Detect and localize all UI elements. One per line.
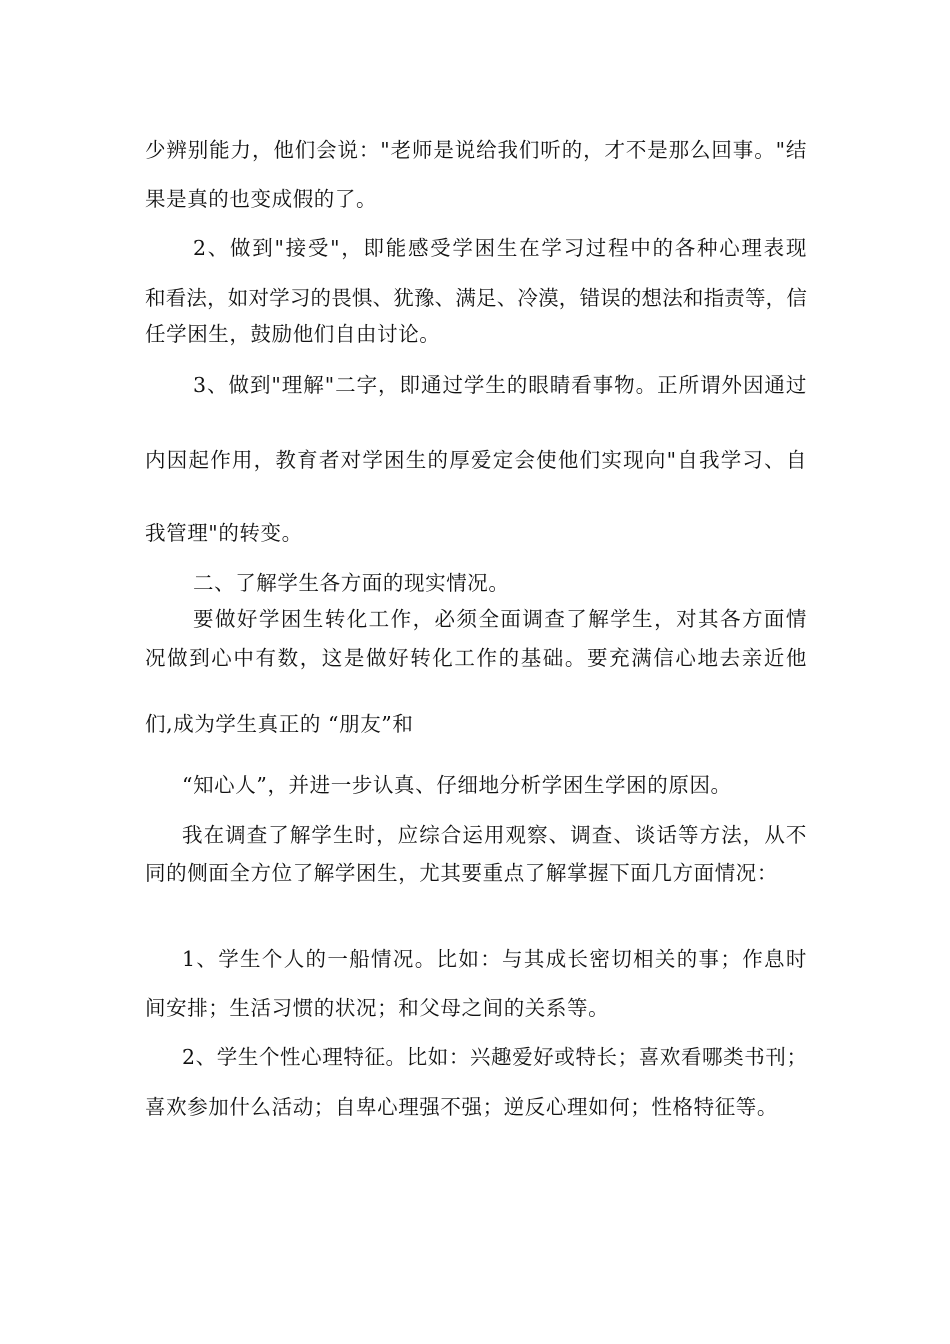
text-line-2: 果是真的也变成假的了。	[145, 187, 378, 211]
text-line-1: 少辨别能力，他们会说："老师是说给我们听的，才不是那么回事。"结	[145, 138, 807, 162]
text-line-5: 任学困生，鼓励他们自由讨论。	[145, 322, 441, 346]
text-line-18: 2、学生个性心理特征。比如：兴趣爱好或特长；喜欢看哪类书刊；	[182, 1045, 808, 1069]
text-line-17: 间安排；生活习惯的状况；和父母之间的关系等。	[145, 996, 610, 1020]
text-line-3: 2、做到"接受"，即能感受学困生在学习过程中的各种心理表现	[193, 236, 807, 260]
text-line-8: 我管理"的转变。	[145, 521, 303, 545]
text-line-10: 要做好学困生转化工作，必须全面调查了解学生，对其各方面情	[193, 607, 807, 631]
section-heading: 二、了解学生各方面的现实情况。	[193, 571, 510, 595]
text-line-15: 同的侧面全方位了解学困生，尤其要重点了解掌握下面几方面情况：	[145, 861, 778, 885]
text-line-12: 们,成为学生真正的 “朋友”和	[145, 712, 414, 736]
text-line-7: 内因起作用，教育者对学困生的厚爱定会使他们实现向"自我学习、自	[145, 448, 807, 472]
text-line-6: 3、做到"理解"二字，即通过学生的眼睛看事物。正所谓外因通过	[193, 373, 807, 397]
text-line-11: 况做到心中有数，这是做好转化工作的基础。要充满信心地去亲近他	[145, 646, 807, 670]
text-line-19: 喜欢参加什么活动；自卑心理强不强；逆反心理如何；性格特征等。	[145, 1095, 778, 1119]
text-line-14: 我在调查了解学生时，应综合运用观察、调查、谈话等方法，从不	[182, 823, 807, 847]
text-line-16: 1、学生个人的一船情况。比如：与其成长密切相关的事；作息时	[182, 947, 807, 971]
text-line-4: 和看法，如对学习的畏惧、犹豫、满足、冷漠，错误的想法和指责等，信	[145, 286, 807, 310]
text-line-13: “知心人”，并进一步认真、仔细地分析学困生学困的原因。	[182, 773, 732, 797]
